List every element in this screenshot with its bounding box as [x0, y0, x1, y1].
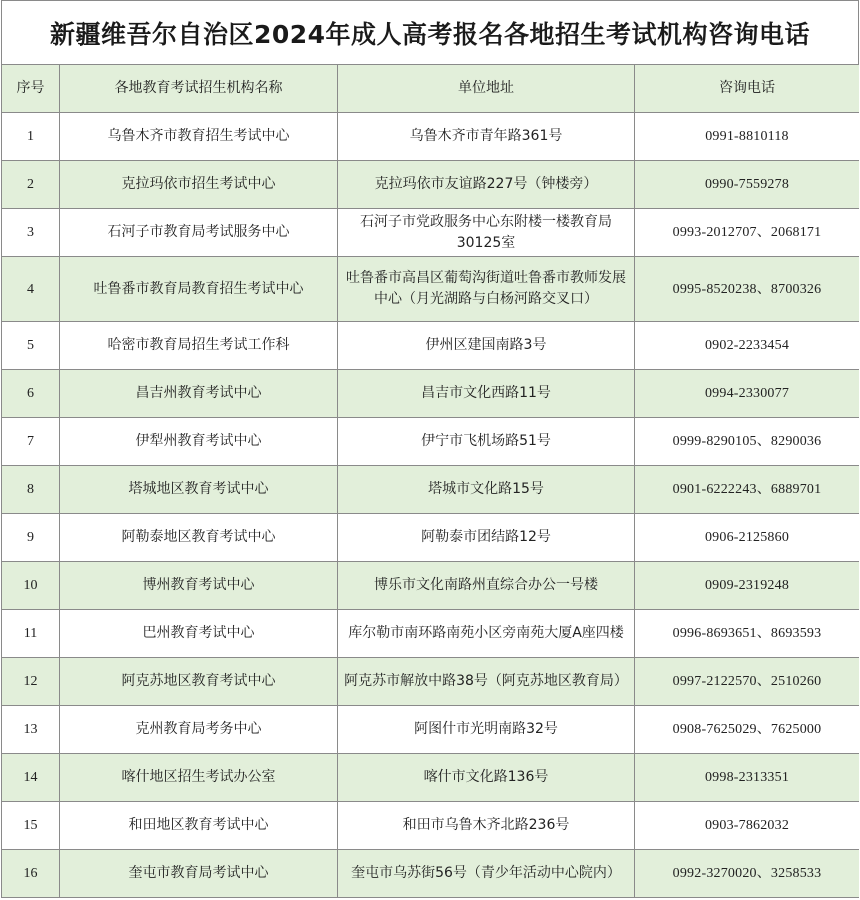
address: 乌鲁木齐市青年路361号 — [338, 113, 635, 161]
phone: 0908-7625029、7625000 — [635, 706, 860, 754]
address: 阿克苏市解放中路38号（阿克苏地区教育局） — [338, 658, 635, 706]
address: 伊宁市飞机场路51号 — [338, 418, 635, 466]
address: 阿图什市光明南路32号 — [338, 706, 635, 754]
phone: 0999-8290105、8290036 — [635, 418, 860, 466]
row-index: 10 — [2, 562, 60, 610]
address: 和田市乌鲁木齐北路236号 — [338, 802, 635, 850]
row-index: 9 — [2, 514, 60, 562]
address: 石河子市党政服务中心东附楼一楼教育局30125室 — [338, 209, 635, 257]
table-row — [2, 658, 860, 706]
phone: 0901-6222243、6889701 — [635, 466, 860, 514]
row-index: 15 — [2, 802, 60, 850]
header-phone: 咨询电话 — [635, 65, 860, 113]
phone: 0996-8693651、8693593 — [635, 610, 860, 658]
row-index: 7 — [2, 418, 60, 466]
institution-name: 喀什地区招生考试办公室 — [60, 754, 338, 802]
phone: 0903-7862032 — [635, 802, 860, 850]
phone: 0902-2233454 — [635, 322, 860, 370]
institution-name: 和田地区教育考试中心 — [60, 802, 338, 850]
phone: 0998-2313351 — [635, 754, 860, 802]
phone: 0991-8810118 — [635, 113, 860, 161]
phone: 0994-2330077 — [635, 370, 860, 418]
contact-table-document — [1, 0, 859, 900]
row-index: 2 — [2, 161, 60, 209]
row-index: 16 — [2, 850, 60, 898]
phone: 0993-2012707、2068171 — [635, 209, 860, 257]
phone: 0995-8520238、8700326 — [635, 257, 860, 322]
address: 阿勒泰市团结路12号 — [338, 514, 635, 562]
table-row — [2, 161, 860, 209]
address: 库尔勒市南环路南苑小区旁南苑大厦A座四楼 — [338, 610, 635, 658]
table-row — [2, 514, 860, 562]
row-index: 11 — [2, 610, 60, 658]
institution-name: 伊犁州教育考试中心 — [60, 418, 338, 466]
phone: 0990-7559278 — [635, 161, 860, 209]
address: 吐鲁番市高昌区葡萄沟街道吐鲁番市教师发展中心（月光湖路与白杨河路交叉口） — [338, 257, 635, 322]
row-index: 5 — [2, 322, 60, 370]
address: 伊州区建国南路3号 — [338, 322, 635, 370]
institution-name: 昌吉州教育考试中心 — [60, 370, 338, 418]
row-index: 14 — [2, 754, 60, 802]
table-row — [2, 706, 860, 754]
address: 克拉玛依市友谊路227号（钟楼旁） — [338, 161, 635, 209]
table-row — [2, 370, 860, 418]
table-row — [2, 322, 860, 370]
row-index: 12 — [2, 658, 60, 706]
institution-name: 克州教育局考务中心 — [60, 706, 338, 754]
address: 喀什市文化路136号 — [338, 754, 635, 802]
address: 奎屯市乌苏街56号（青少年活动中心院内） — [338, 850, 635, 898]
address: 昌吉市文化西路11号 — [338, 370, 635, 418]
phone: 0909-2319248 — [635, 562, 860, 610]
institution-name: 石河子市教育局考试服务中心 — [60, 209, 338, 257]
row-index: 1 — [2, 113, 60, 161]
institution-name: 乌鲁木齐市教育招生考试中心 — [60, 113, 338, 161]
row-index: 3 — [2, 209, 60, 257]
table-row — [2, 418, 860, 466]
address: 博乐市文化南路州直综合办公一号楼 — [338, 562, 635, 610]
institution-name: 博州教育考试中心 — [60, 562, 338, 610]
table-row — [2, 850, 860, 898]
row-index: 4 — [2, 257, 60, 322]
header-address: 单位地址 — [338, 65, 635, 113]
institution-name: 吐鲁番市教育局教育招生考试中心 — [60, 257, 338, 322]
institution-name: 克拉玛依市招生考试中心 — [60, 161, 338, 209]
institution-name: 奎屯市教育局考试中心 — [60, 850, 338, 898]
page-title: 新疆维吾尔自治区2024年成人高考报名各地招生考试机构咨询电话 — [1, 0, 859, 64]
table-row — [2, 562, 860, 610]
row-index: 6 — [2, 370, 60, 418]
institution-name: 巴州教育考试中心 — [60, 610, 338, 658]
row-index: 13 — [2, 706, 60, 754]
header-institution-name: 各地教育考试招生机构名称 — [60, 65, 338, 113]
header-index: 序号 — [2, 65, 60, 113]
row-index: 8 — [2, 466, 60, 514]
contact-table — [1, 64, 859, 898]
phone: 0992-3270020、3258533 — [635, 850, 860, 898]
address: 塔城市文化路15号 — [338, 466, 635, 514]
phone: 0906-2125860 — [635, 514, 860, 562]
table-row — [2, 802, 860, 850]
institution-name: 塔城地区教育考试中心 — [60, 466, 338, 514]
table-row — [2, 113, 860, 161]
institution-name: 阿勒泰地区教育考试中心 — [60, 514, 338, 562]
institution-name: 阿克苏地区教育考试中心 — [60, 658, 338, 706]
institution-name: 哈密市教育局招生考试工作科 — [60, 322, 338, 370]
table-header-row — [2, 65, 860, 113]
phone: 0997-2122570、2510260 — [635, 658, 860, 706]
table-row — [2, 754, 860, 802]
table-row — [2, 257, 860, 322]
table-row — [2, 610, 860, 658]
table-row — [2, 209, 860, 257]
table-row — [2, 466, 860, 514]
